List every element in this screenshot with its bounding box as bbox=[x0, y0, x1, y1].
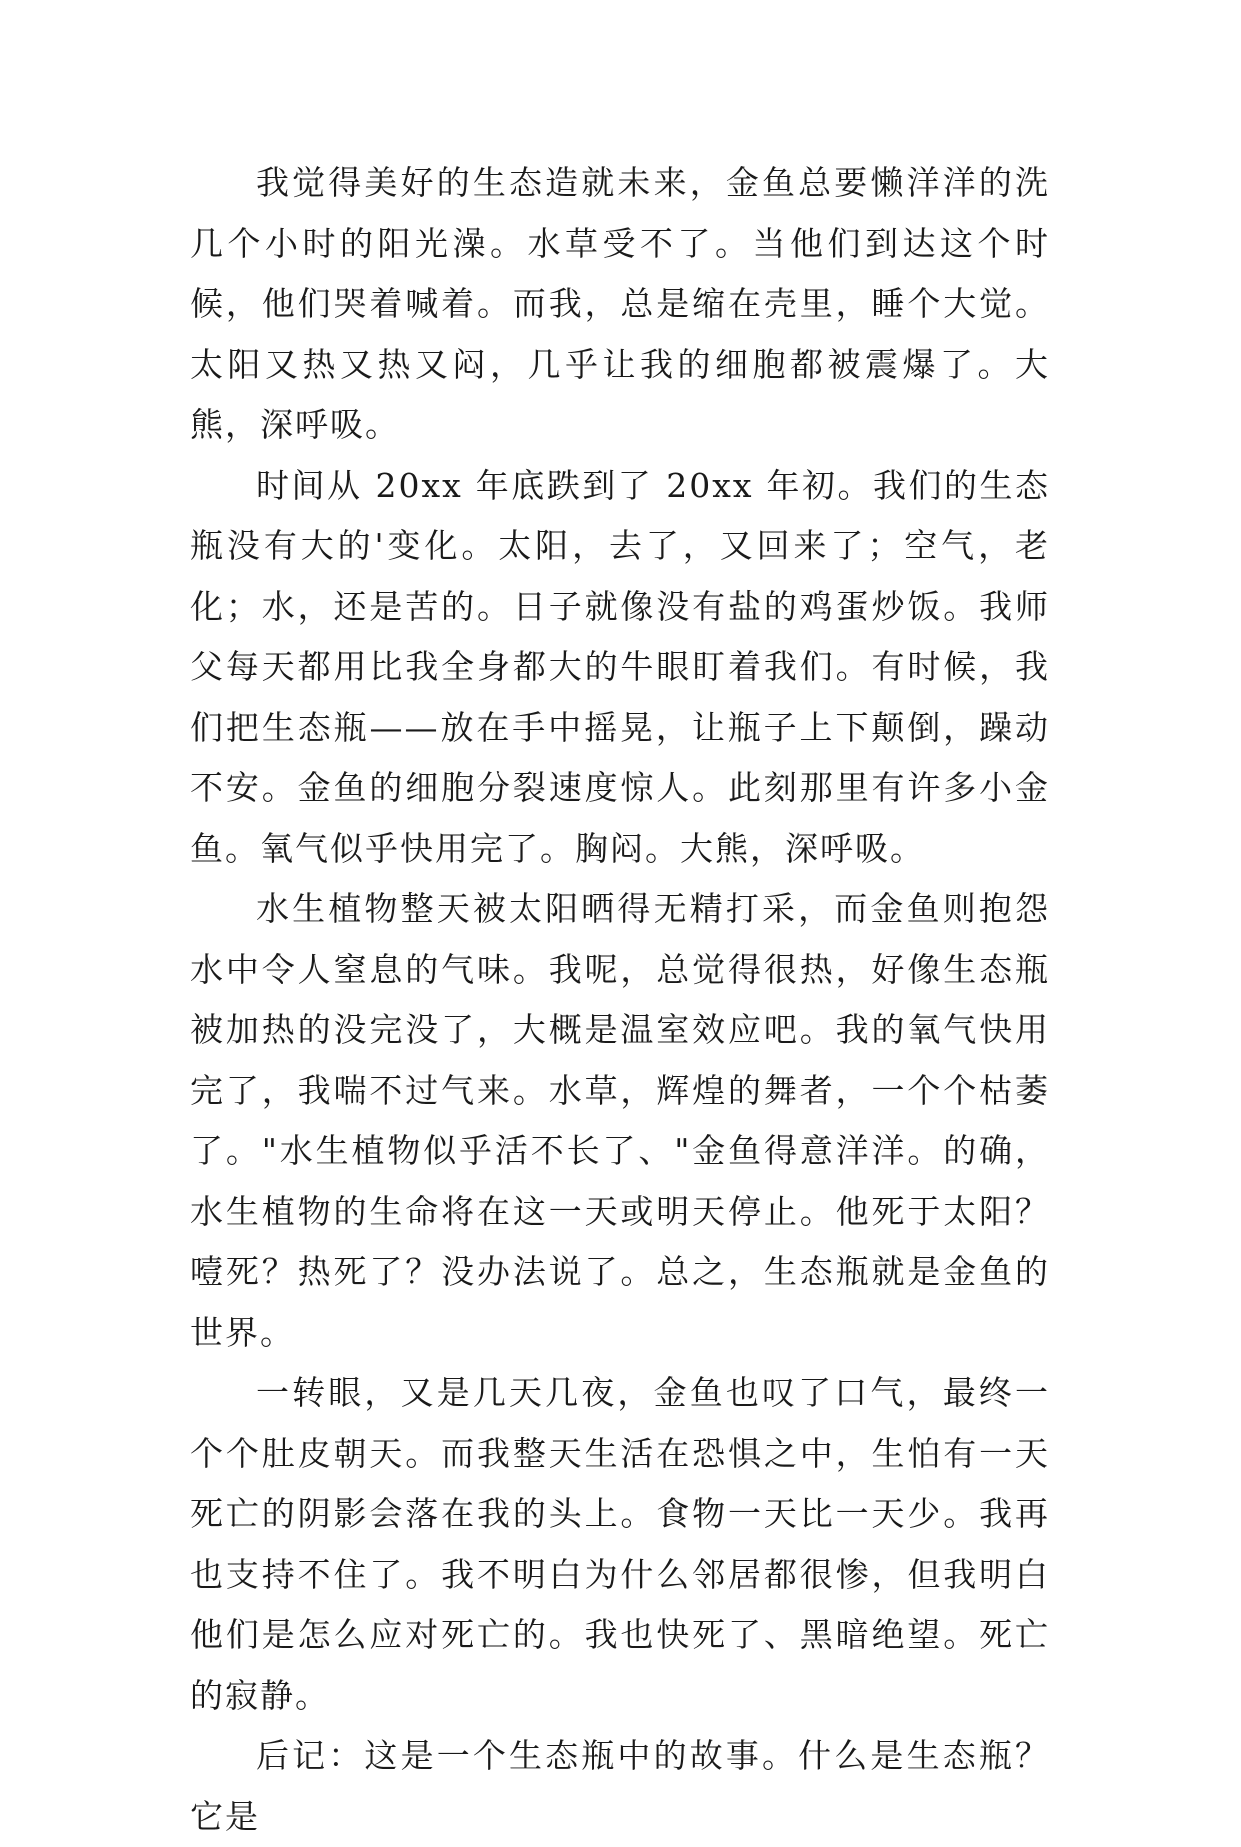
paragraph-5: 后记：这是一个生态瓶中的故事。什么是生态瓶？它是 bbox=[190, 1736, 1050, 1836]
paragraph-1: 我觉得美好的生态造就未来，金鱼总要懒洋洋的洗几个小时的阳光澡。水草受不了。当他们到达这个时候，他们哭着喊着。而我，总是缩在壳里，睡个大觉。太阳又热又热又闷，几乎让我的细胞都被震爆了。大熊，深呼吸。 bbox=[190, 163, 1050, 444]
document-body bbox=[190, 153, 1050, 1847]
paragraph-4: 一转眼，又是几天几夜，金鱼也叹了口气，最终一个个肚皮朝天。而我整天生活在恐惧之中，生怕有一天死亡的阴影会落在我的头上。食物一天比一天少。我再也支持不住了。我不明白为什么邻居都很惨，但我明白他们是怎么应对死亡的。我也快死了、黑暗绝望。死亡的寂静。 bbox=[190, 1373, 1050, 1715]
paragraph-2: 时间从 20xx 年底跌到了 20xx 年初。我们的生态瓶没有大的'变化。太阳，去了，又回来了；空气，老化；水，还是苦的。日子就像没有盐的鸡蛋炒饭。我师父每天都用比我全身都大的牛眼盯着我们。有时候，我们把生态瓶——放在手中摇晃，让瓶子上下颠倒，躁动不安。金鱼的细胞分裂速度惊人。此刻那里有许多小金鱼。氧气似乎快用完了。胸闷。大熊，深呼吸。 bbox=[190, 465, 1050, 868]
paragraph-3: 水生植物整天被太阳晒得无精打采，而金鱼则抱怨水中令人窒息的气味。我呢，总觉得很热，好像生态瓶被加热的没完没了，大概是温室效应吧。我的氧气快用完了，我喘不过气来。水草，辉煌的舞者，一个个枯萎了。"水生植物似乎活不长了、"金鱼得意洋洋。的确，水生植物的生命将在这一天或明天停止。他死于太阳？噎死？热死了？没办法说了。总之，生态瓶就是金鱼的世界。 bbox=[190, 889, 1050, 1352]
